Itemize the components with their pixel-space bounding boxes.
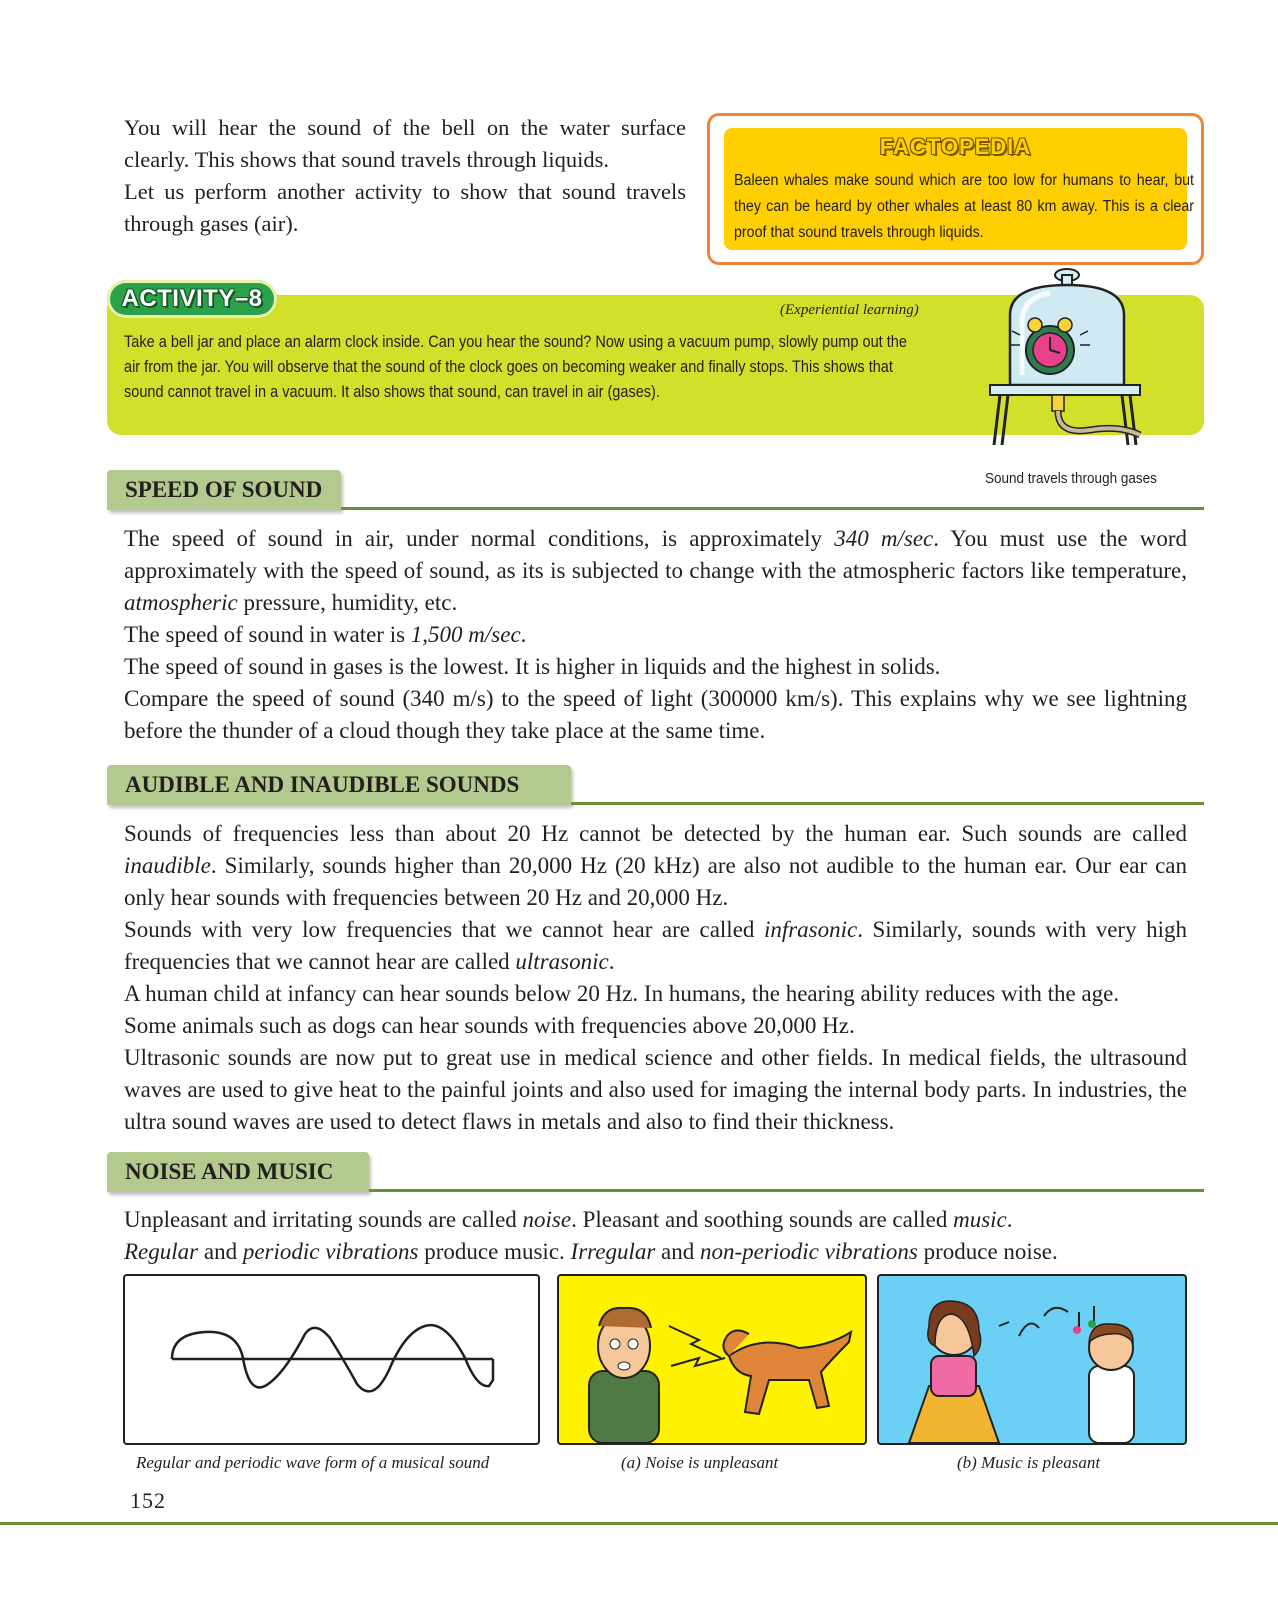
audible-paragraph-5: Ultrasonic sounds are now put to great use in medical science and other fields. In medical fields, the ultrasound waves are used to give heat to the painful joints and also used for imaging the internal body parts. In industries, the ultra sound waves are used to detect flaws in metals and also to find their thickness.	[124, 1045, 1187, 1134]
factopedia-title: FACTOPEDIA	[879, 134, 1032, 159]
music-figure-caption: (b) Music is pleasant	[957, 1453, 1101, 1472]
intro-paragraph	[124, 112, 686, 240]
music-illustration	[879, 1276, 1185, 1443]
bottom-rule	[0, 1522, 1278, 1525]
noise-and-music-heading	[107, 1152, 1204, 1192]
wave-figure-caption: Regular and periodic wave form of a musical sound	[136, 1453, 490, 1472]
noise-illustration	[559, 1276, 865, 1443]
activity-badge	[107, 280, 277, 318]
noise-paragraph-1: Unpleasant and irritating sounds are called noise. Pleasant and soothing sounds are called music.	[124, 1207, 1013, 1232]
speed-paragraph-3: The speed of sound in gases is the lowest. It is higher in liquids and the highest in solids.	[124, 654, 941, 679]
heading-rule	[341, 507, 1204, 510]
heading-title: NOISE AND MUSIC	[125, 1159, 334, 1184]
activity-note: (Experiential learning)	[780, 302, 919, 318]
audible-paragraph-2: Sounds with very low frequencies that we cannot hear are called infrasonic. Similarly, sounds with very high frequencies that we cannot hear are called ultrasonic.	[124, 917, 1188, 974]
speed-paragraph-4: Compare the speed of sound (340 m/s) to the speed of light (300000 km/s). This explains why we see lightning before the thunder of a cloud though they take place at the same time.	[124, 686, 1187, 743]
speed-paragraph-1: The speed of sound in air, under normal conditions, is approximately 340 m/sec. You must use the word approximately with the speed of sound, as its is subjected to change with the atmospheric factors like temperature, atmospheric pressure, humidity, etc.	[124, 526, 1187, 615]
audible-paragraph-1: Sounds of frequencies less than about 20 Hz cannot be detected by the human ear. Such sounds are called inaudible. Similarly, sounds higher than 20,000 Hz (20 kHz) are also not audible to the human ear. Our ear can only hear sounds with frequencies between 20 Hz and 20,000 Hz.	[124, 821, 1187, 910]
activity-title: ACTIVITY–8	[121, 285, 263, 312]
heading-title: AUDIBLE AND INAUDIBLE SOUNDS	[125, 772, 520, 797]
audible-heading	[107, 765, 1204, 805]
bell-jar-caption: Sound travels through gases	[985, 470, 1157, 487]
noise-figure	[557, 1274, 867, 1445]
activity-text: Take a bell jar and place an alarm clock inside. Can you hear the sound? Now using a vacuum pump, slowly pump out the air from the jar. You will observe that the sound of the clock goes on becoming weaker and finally stops. This shows that sound cannot travel in a vacuum. It also shows that sound, can travel in air (gases).	[124, 333, 907, 401]
bell-jar-illustration	[980, 265, 1155, 465]
factopedia-text: Baleen whales make sound which are too low for humans to hear, but they can be heard by other whales at least 80 km away. This is a clear proof that sound travels through liquids.	[734, 172, 1195, 241]
audible-paragraph-4: Some animals such as dogs can hear sounds with frequencies above 20,000 Hz.	[124, 1013, 855, 1038]
audible-paragraph-3: A human child at infancy can hear sounds below 20 Hz. In humans, the hearing ability reduces with the age.	[124, 981, 1120, 1006]
wave-figure	[123, 1274, 540, 1445]
speed-of-sound-heading	[107, 470, 1204, 510]
heading-rule	[369, 1189, 1204, 1192]
page-number: 152	[130, 1488, 166, 1513]
audible-body	[124, 818, 1187, 1138]
heading-title: SPEED OF SOUND	[125, 477, 323, 502]
speed-of-sound-body	[124, 523, 1187, 747]
noise-body	[124, 1204, 1187, 1268]
noise-figure-caption: (a) Noise is unpleasant	[621, 1453, 779, 1472]
music-figure	[877, 1274, 1187, 1445]
factopedia-inner	[724, 128, 1195, 250]
intro-line-1: You will hear the sound of the bell on the water surface clearly. This shows that sound travels through liquids.	[124, 115, 686, 172]
periodic-wave-graph	[125, 1276, 538, 1443]
factopedia-box	[707, 113, 1204, 265]
intro-line-2: Let us perform another activity to show that sound travels through gases (air).	[124, 179, 686, 236]
speed-paragraph-2: The speed of sound in water is 1,500 m/sec.	[124, 622, 527, 647]
heading-rule	[571, 802, 1204, 805]
noise-paragraph-2: Regular and periodic vibrations produce music. Irregular and non-periodic vibrations produce noise.	[124, 1239, 1058, 1264]
